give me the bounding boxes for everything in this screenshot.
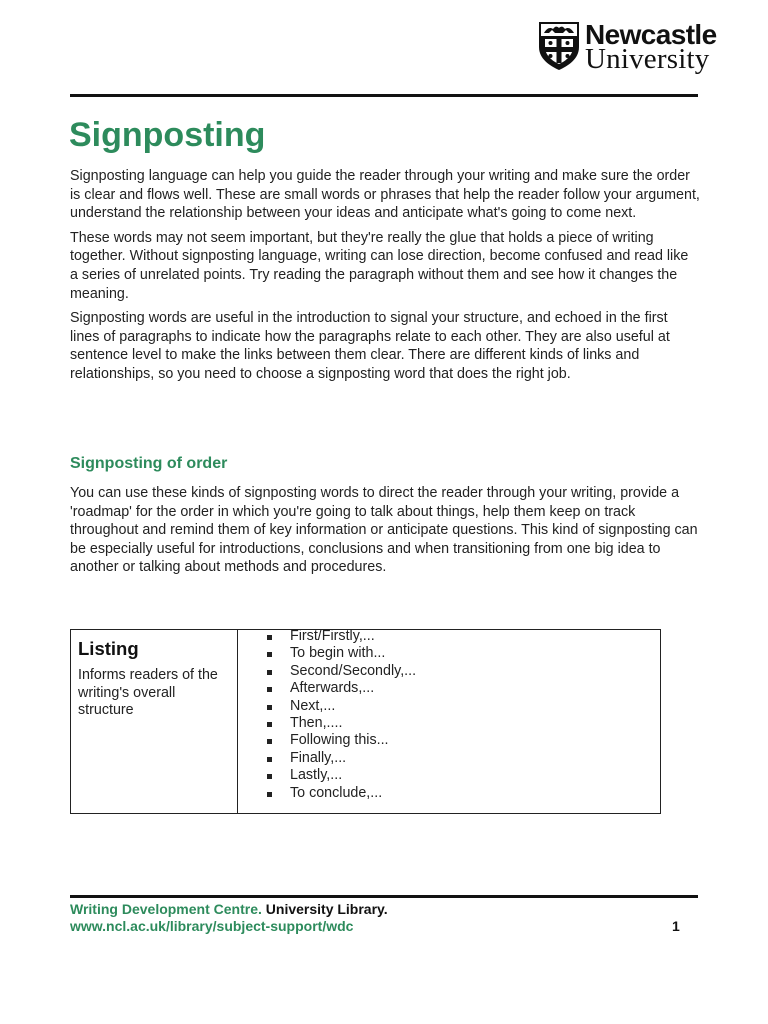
intro-paragraph: Signposting words are useful in the introduction to signal your structure, and echoed in the first lines of paragraphs to indicate how the paragraphs relate to each other. They are also useful at sentence level to make the links between them clear. There are different kinds of links and relationships, so you need to choose a signposting word that does the right job. <box>70 310 670 382</box>
listing-items <box>267 628 416 802</box>
list-item: To begin with... <box>267 645 416 662</box>
listing-description: Informs readers of the writing's overall structure <box>78 667 218 718</box>
footer-url-link[interactable]: www.ncl.ac.uk/library/subject-support/wdc <box>70 918 354 934</box>
listing-title: Listing <box>78 638 139 659</box>
listing-table <box>70 629 661 814</box>
list-item: Following this... <box>267 732 416 749</box>
intro-text <box>70 167 700 390</box>
intro-paragraph: Signposting language can help you guide the reader through your writing and make sure the order is clear and flows well. These are small words or phrases that help the reader follow your argument, understand the relationship between your ideas and anticipate what's going to come next. <box>70 168 700 222</box>
list-item: Then,.... <box>267 715 416 732</box>
list-item: Afterwards,... <box>267 680 416 697</box>
university-crest-icon <box>538 21 580 71</box>
logo-text-university: University <box>585 43 710 75</box>
header-rule <box>70 94 698 97</box>
list-item: Next,... <box>267 698 416 715</box>
footer-centre: Writing Development Centre. <box>70 901 262 917</box>
table-divider <box>237 630 238 813</box>
list-item: Second/Secondly,... <box>267 663 416 680</box>
page-title: Signposting <box>69 116 266 154</box>
list-item: Lastly,... <box>267 767 416 784</box>
list-item: First/Firstly,... <box>267 628 416 645</box>
logo-text-newcastle: Newcastle <box>585 19 717 50</box>
section-heading: Signposting of order <box>70 455 228 472</box>
section-text <box>70 484 700 583</box>
footer-rule <box>70 895 698 898</box>
list-item: Finally,... <box>267 750 416 767</box>
newcastle-university-logo <box>538 21 738 77</box>
intro-paragraph: These words may not seem important, but they're really the glue that holds a piece of writing together. Without signposting language, writing can lose direction, become confused and read like a series of unrelated points. Try reading the paragraph without them and see how it changes the meaning. <box>70 229 689 302</box>
footer-organisation <box>70 901 388 917</box>
page-number: 1 <box>672 918 680 934</box>
list-item: To conclude,... <box>267 785 416 802</box>
footer-library: University Library. <box>265 901 388 917</box>
section-paragraph: You can use these kinds of signposting words to direct the reader through your writing, provide a 'roadmap' for the order in which you're going to talk about things, help them keep on track throughout and remind them of key information or anticipate questions. This kind of signposting can be especially useful for introductions, conclusions and when transitioning from one big idea to another or talking about methods and procedures. <box>70 485 698 576</box>
